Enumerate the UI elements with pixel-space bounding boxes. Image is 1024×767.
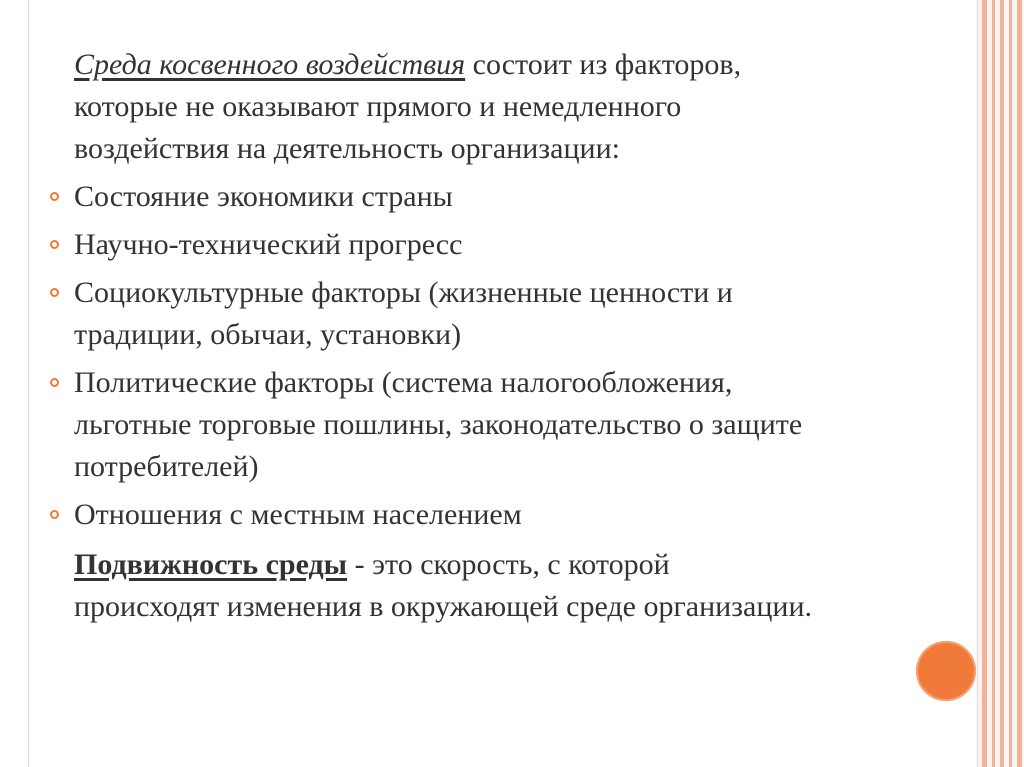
intro-term: Среда косвенного воздействия	[74, 48, 466, 81]
list-item-title: Отношения с местным населением	[74, 498, 522, 531]
decorative-stripe	[982, 0, 987, 767]
list-item	[50, 494, 820, 536]
decorative-stripe	[1009, 0, 1012, 767]
factor-list	[50, 176, 820, 536]
list-item-detail: (система налогообложения, льготные торговые пошлины, законодательство о защите потребителей)	[74, 366, 803, 483]
definition-text: - это скорость, с которой происходят изменения в окружающей среде организации.	[74, 548, 813, 623]
list-item	[50, 362, 820, 488]
list-item-title: Состояние экономики страны	[74, 180, 453, 213]
decorative-stripes	[978, 0, 1024, 767]
intro-paragraph	[50, 44, 820, 170]
decorative-stripe	[1000, 0, 1004, 767]
accent-circle	[916, 641, 976, 701]
bullet-circle-icon	[50, 192, 59, 201]
bullet-circle-icon	[50, 288, 59, 297]
list-item	[50, 224, 820, 266]
bullet-circle-icon	[50, 378, 59, 387]
slide-content	[50, 44, 820, 628]
bullet-circle-icon	[50, 510, 59, 519]
definition-paragraph	[50, 544, 820, 628]
definition-term: Подвижность среды	[74, 548, 348, 581]
list-item-detail: (жизненные ценности и традиции, обычаи, установки)	[74, 276, 733, 351]
decorative-stripe	[992, 0, 995, 767]
list-item-title: Политические факторы	[74, 366, 375, 399]
list-item	[50, 176, 820, 218]
bullet-circle-icon	[50, 240, 59, 249]
decorative-stripe	[1017, 0, 1022, 767]
intro-text: состоит из факторов, которые не оказывают прямого и немедленного воздействия на деятельность организации:	[74, 48, 742, 165]
list-item-title: Социокультурные факторы	[74, 276, 422, 309]
list-item-title: Научно-технический прогресс	[74, 228, 463, 261]
list-item	[50, 272, 820, 356]
